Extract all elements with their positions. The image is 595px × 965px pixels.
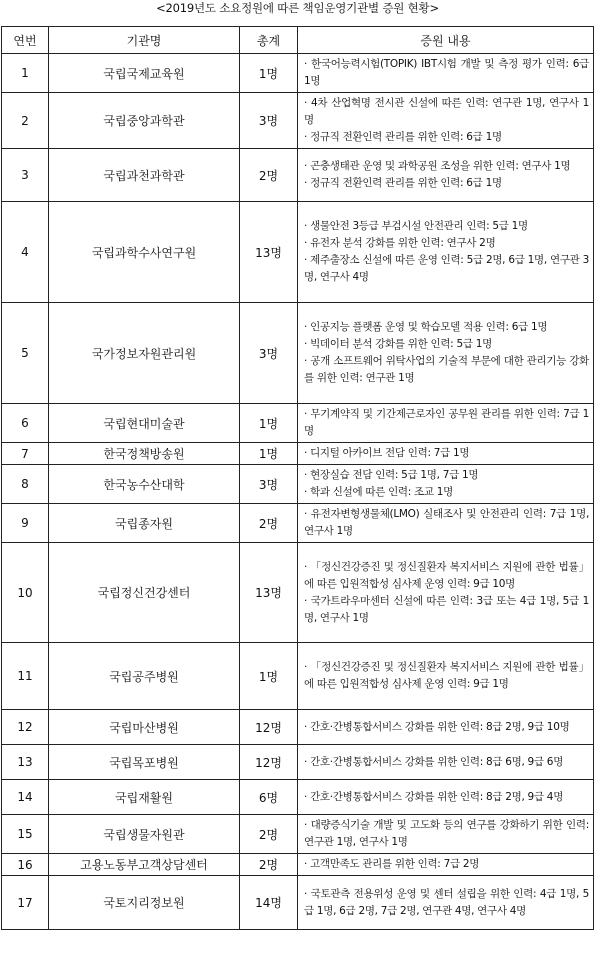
total-count: 14명 bbox=[240, 876, 298, 930]
content-item: · 유전자변형생물체(LMO) 실태조사 및 안전관리 인력: 7급 1명, 연구사 1명 bbox=[304, 508, 589, 537]
header-row bbox=[2, 27, 594, 54]
row-number: 10 bbox=[2, 543, 49, 643]
content-item: · 「정신건강증진 및 정신질환자 복지서비스 지원에 관한 법률」에 따른 입원적합성 심사제 운영 인력: 9급 1명 bbox=[304, 661, 589, 690]
row-number: 8 bbox=[2, 465, 49, 504]
content-item: · 4차 산업혁명 전시관 신설에 따른 인력: 연구관 1명, 연구사 1명 bbox=[304, 97, 589, 126]
row-number: 14 bbox=[2, 780, 49, 815]
content-item: · 생물안전 3등급 부검시설 안전관리 인력: 5급 1명 bbox=[304, 220, 528, 232]
row-number: 4 bbox=[2, 202, 49, 303]
increase-content bbox=[298, 745, 594, 780]
increase-content bbox=[298, 93, 594, 149]
content-item: · 정규직 전환인력 관리를 위한 인력: 6급 1명 bbox=[304, 177, 502, 189]
increase-content bbox=[298, 202, 594, 303]
content-item: · 디지털 아카이브 전담 인력: 7급 1명 bbox=[304, 447, 470, 459]
total-count: 1명 bbox=[240, 404, 298, 443]
table-row bbox=[2, 149, 594, 202]
header-content: 증원 내용 bbox=[298, 27, 594, 54]
total-count: 2명 bbox=[240, 815, 298, 854]
org-name: 국립과천과학관 bbox=[49, 149, 240, 202]
row-number: 5 bbox=[2, 303, 49, 404]
row-number: 17 bbox=[2, 876, 49, 930]
increase-content bbox=[298, 504, 594, 543]
content-item: · 국토관측 전용위성 운영 및 센터 설립을 위한 인력: 4급 1명, 5급 1명, 6급 2명, 7급 2명, 연구관 4명, 연구사 4명 bbox=[304, 887, 589, 917]
total-count: 3명 bbox=[240, 465, 298, 504]
table-row bbox=[2, 815, 594, 854]
table-row bbox=[2, 780, 594, 815]
content-item: · 「정신건강증진 및 정신질환자 복지서비스 지원에 관한 법률」에 따른 입원적합성 심사제 운영 인력: 9급 10명 bbox=[304, 560, 589, 590]
org-name: 국립중앙과학관 bbox=[49, 93, 240, 149]
content-item: · 빅데이터 분석 강화를 위한 인력: 5급 1명 bbox=[304, 338, 492, 350]
increase-content bbox=[298, 149, 594, 202]
row-number: 9 bbox=[2, 504, 49, 543]
org-name: 국립공주병원 bbox=[49, 643, 240, 710]
table-row bbox=[2, 854, 594, 876]
table-row bbox=[2, 93, 594, 149]
total-count: 6명 bbox=[240, 780, 298, 815]
content-item: · 제주출장소 신설에 따른 운영 인력: 5급 2명, 6급 1명, 연구관 3명, 연구사 4명 bbox=[304, 254, 589, 283]
table-row bbox=[2, 443, 594, 465]
table-row bbox=[2, 543, 594, 643]
increase-content bbox=[298, 854, 594, 876]
content-item: · 유전자 분석 강화를 위한 인력: 연구사 2명 bbox=[304, 237, 496, 249]
row-number: 1 bbox=[2, 54, 49, 93]
increase-content bbox=[298, 815, 594, 854]
total-count: 3명 bbox=[240, 303, 298, 404]
org-name: 국립재활원 bbox=[49, 780, 240, 815]
row-number: 13 bbox=[2, 745, 49, 780]
total-count: 1명 bbox=[240, 643, 298, 710]
table-row bbox=[2, 876, 594, 930]
table-body bbox=[2, 54, 594, 930]
increase-content bbox=[298, 443, 594, 465]
table-row bbox=[2, 745, 594, 780]
total-count: 12명 bbox=[240, 745, 298, 780]
content-item: · 공개 소프트웨어 위탁사업의 기술적 부문에 대한 관리기능 강화를 위한 인력: 연구관 1명 bbox=[304, 355, 589, 384]
content-item: · 학과 신설에 따른 인력: 조교 1명 bbox=[304, 486, 453, 498]
row-number: 15 bbox=[2, 815, 49, 854]
row-number: 11 bbox=[2, 643, 49, 710]
increase-content bbox=[298, 876, 594, 930]
table-row bbox=[2, 202, 594, 303]
org-name: 국립정신건강센터 bbox=[49, 543, 240, 643]
org-name: 국립생물자원관 bbox=[49, 815, 240, 854]
org-name: 국립종자원 bbox=[49, 504, 240, 543]
content-item: · 정규직 전환인력 관리를 위한 인력: 6급 1명 bbox=[304, 131, 502, 143]
org-name: 고용노동부고객상담센터 bbox=[49, 854, 240, 876]
content-item: · 대량증식기술 개발 및 고도화 등의 연구를 강화하기 위한 인력: 연구관 1명, 연구사 1명 bbox=[304, 819, 589, 848]
org-name: 국립과학수사연구원 bbox=[49, 202, 240, 303]
content-item: · 무기계약직 및 기간제근로자인 공무원 관리를 위한 인력: 7급 1명 bbox=[304, 408, 589, 437]
increase-content bbox=[298, 465, 594, 504]
content-item: · 간호·간병통합서비스 강화를 위한 인력: 8급 2명, 9급 10명 bbox=[304, 720, 570, 733]
content-item: · 고객만족도 관리를 위한 인력: 7급 2명 bbox=[304, 858, 480, 870]
row-number: 12 bbox=[2, 710, 49, 745]
content-item: · 간호·간병통합서비스 강화를 위한 인력: 8급 2명, 9급 4명 bbox=[304, 790, 564, 803]
content-item: · 한국어능력시험(TOPIK) IBT시험 개발 및 측정 평가 인력: 6급 1명 bbox=[304, 58, 589, 87]
row-number: 7 bbox=[2, 443, 49, 465]
table-row bbox=[2, 643, 594, 710]
org-name: 국립현대미술관 bbox=[49, 404, 240, 443]
total-count: 2명 bbox=[240, 854, 298, 876]
total-count: 3명 bbox=[240, 93, 298, 149]
increase-content bbox=[298, 303, 594, 404]
org-name: 국립마산병원 bbox=[49, 710, 240, 745]
content-item: · 곤충생태관 운영 및 과학공원 조성을 위한 인력: 연구사 1명 bbox=[304, 160, 571, 172]
header-total: 총계 bbox=[240, 27, 298, 54]
total-count: 1명 bbox=[240, 54, 298, 93]
table-caption: <2019년도 소요정원에 따른 책임운영기관별 증원 현황> bbox=[156, 1, 439, 15]
total-count: 1명 bbox=[240, 443, 298, 465]
org-name: 국립목포병원 bbox=[49, 745, 240, 780]
increase-content bbox=[298, 404, 594, 443]
increase-content bbox=[298, 54, 594, 93]
increase-content bbox=[298, 710, 594, 745]
table-row bbox=[2, 504, 594, 543]
org-name: 국립국제교육원 bbox=[49, 54, 240, 93]
increase-content bbox=[298, 543, 594, 643]
total-count: 13명 bbox=[240, 543, 298, 643]
total-count: 2명 bbox=[240, 149, 298, 202]
table-row bbox=[2, 54, 594, 93]
header-num: 연번 bbox=[2, 27, 49, 54]
header-org: 기관명 bbox=[49, 27, 240, 54]
table-row bbox=[2, 404, 594, 443]
org-name: 한국농수산대학 bbox=[49, 465, 240, 504]
total-count: 2명 bbox=[240, 504, 298, 543]
org-name: 한국정책방송원 bbox=[49, 443, 240, 465]
row-number: 6 bbox=[2, 404, 49, 443]
table-row bbox=[2, 303, 594, 404]
table-row bbox=[2, 465, 594, 504]
content-item: · 인공지능 플랫폼 운영 및 학습모델 적용 인력: 6급 1명 bbox=[304, 321, 548, 333]
increase-content bbox=[298, 780, 594, 815]
content-item: · 현장실습 전담 인력: 5급 1명, 7급 1명 bbox=[304, 469, 479, 481]
total-count: 12명 bbox=[240, 710, 298, 745]
total-count: 13명 bbox=[240, 202, 298, 303]
content-item: · 국가트라우마센터 신설에 따른 인력: 3급 또는 4급 1명, 5급 1명, 연구사 1명 bbox=[304, 594, 589, 624]
row-number: 16 bbox=[2, 854, 49, 876]
table-row bbox=[2, 710, 594, 745]
row-number: 2 bbox=[2, 93, 49, 149]
row-number: 3 bbox=[2, 149, 49, 202]
staff-increase-table bbox=[1, 26, 594, 930]
org-name: 국토지리정보원 bbox=[49, 876, 240, 930]
increase-content bbox=[298, 643, 594, 710]
org-name: 국가정보자원관리원 bbox=[49, 303, 240, 404]
content-item: · 간호·간병통합서비스 강화를 위한 인력: 8급 6명, 9급 6명 bbox=[304, 755, 564, 768]
